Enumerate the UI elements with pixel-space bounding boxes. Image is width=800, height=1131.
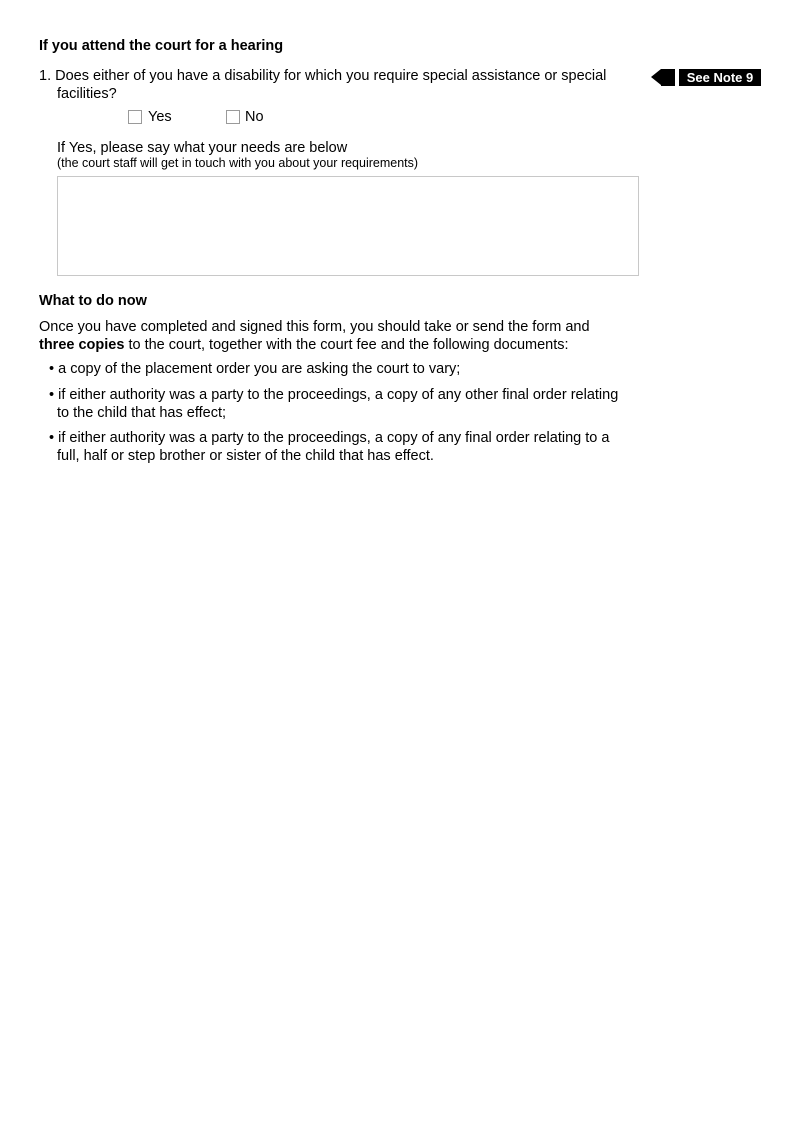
list-item-line2: to the child that has effect;: [57, 405, 227, 421]
instructions-line1: Once you have completed and signed this form, you should take or send the form and: [39, 319, 590, 335]
list-item-line1: • if either authority was a party to the proceedings, a copy of any other final order relating: [49, 387, 619, 403]
needs-label: If Yes, please say what your needs are below: [57, 140, 348, 156]
question-1-line1: 1. Does either of you have a disability for which you require special assistance or special: [39, 68, 607, 84]
list-item: [49, 429, 639, 465]
see-note-label: See Note 9: [679, 69, 761, 86]
note-tab-bar: [661, 69, 675, 86]
needs-textarea[interactable]: [57, 176, 639, 276]
no-checkbox[interactable]: [226, 110, 240, 124]
needs-sublabel: (the court staff will get in touch with you about your requirements): [57, 156, 419, 170]
list-item: [49, 360, 639, 378]
question-1: [39, 67, 629, 103]
list-item-line1: • if either authority was a party to the proceedings, a copy of any final order relating to a: [49, 430, 610, 446]
question-1-line2: facilities?: [57, 86, 117, 102]
yes-label: Yes: [148, 109, 172, 125]
yes-checkbox[interactable]: [128, 110, 142, 124]
list-item-line2: full, half or step brother or sister of the child that has effect.: [57, 448, 434, 464]
section-heading-hearing: If you attend the court for a hearing: [39, 38, 284, 54]
no-label: No: [245, 109, 264, 125]
section-heading-what-to-do: What to do now: [39, 293, 147, 309]
instructions-paragraph: [39, 318, 639, 354]
list-item: [49, 386, 639, 422]
instructions-line2: to the court, together with the court fee and the following documents:: [124, 337, 569, 353]
arrow-left-icon: [651, 69, 661, 85]
instructions-bold-phrase: three copies: [39, 337, 125, 353]
list-item-line1: • a copy of the placement order you are asking the court to vary;: [49, 361, 461, 377]
